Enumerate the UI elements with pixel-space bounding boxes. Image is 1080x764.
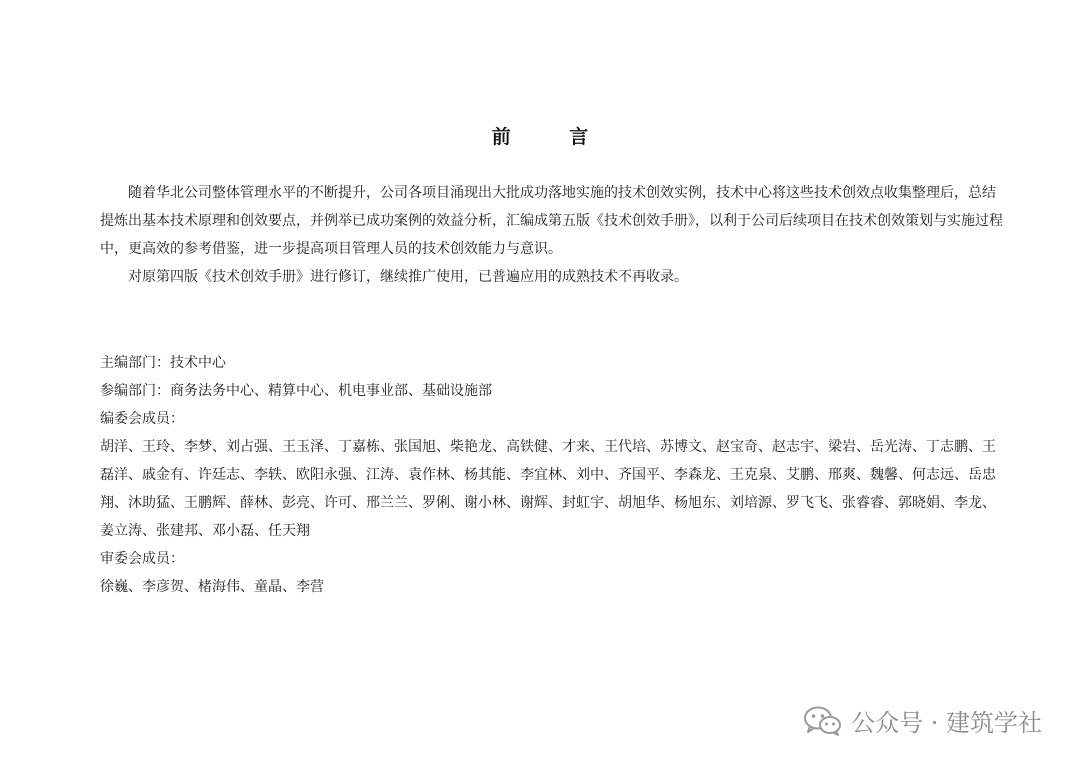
chief-editor-line: 主编部门：技术中心: [100, 355, 226, 371]
co-editor-line: 参编部门：商务法务中心、精算中心、机电事业部、基础设施部: [100, 383, 492, 399]
review-label: 审委会成员：: [100, 551, 184, 567]
watermark-text: 公众号 · 建筑学社: [851, 709, 1042, 737]
editorial-block: [100, 349, 1005, 433]
page-title: 前 言: [491, 126, 615, 148]
review-block: [100, 545, 1005, 601]
review-members: 徐巍、李彦贺、楮海伟、童晶、李营: [100, 579, 324, 595]
committee-label: 编委会成员：: [100, 411, 184, 427]
revision-paragraph: 对原第四版《技术创效手册》进行修订，继续推广使用，已普遍应用的成熟技术不再收录。: [128, 269, 688, 285]
committee-members: 胡洋、王玲、李梦、刘占强、王玉泽、丁嘉栋、张国旭、柴艳龙、高铁健、才来、王代培、苏博文、赵宝奇、赵志宇、梁岩、岳光涛、丁志鹏、王磊洋、戚金有、许廷志、李轶、欧阳永强、江涛、袁作林、杨其能、李宜林、刘中、齐国平、李森龙、王克泉、艾鹏、邢爽、魏馨、何志远、岳忠翔、沐助猛、王鹏辉、薛林、彭亮、许可、邢兰兰、罗俐、谢小林、谢辉、封虹宇、胡旭华、杨旭东、刘培源、罗飞飞、张睿睿、郭晓娟、李龙、姜立涛、张建邦、邓小磊、任天翔: [100, 439, 996, 539]
watermark: [803, 703, 1042, 738]
intro-paragraph: 随着华北公司整体管理水平的不断提升，公司各项目涌现出大批成功落地实施的技术创效实例，技术中心将这些技术创效点收集整理后，总结提炼出基本技术原理和创效要点，并例举已成功案例的效益分析，汇编成第五版《技术创效手册》，以利于公司后续项目在技术创效策划与实施过程中，更高效的参考借鉴，进一步提高项目管理人员的技术创效能力与意识。: [100, 185, 1003, 257]
wechat-icon: [803, 705, 843, 737]
